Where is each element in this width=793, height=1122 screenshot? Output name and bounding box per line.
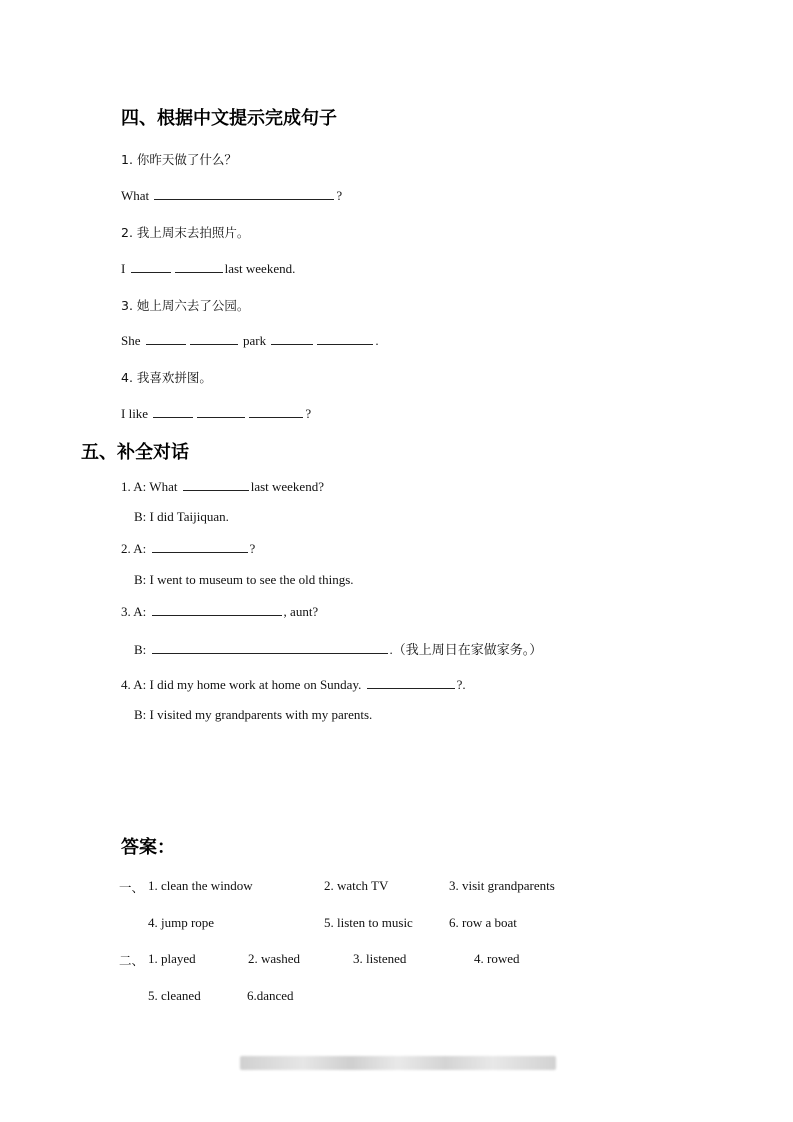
answer-blank[interactable] <box>317 332 373 345</box>
answer-item: 1. clean the window <box>148 878 253 893</box>
answer-blank[interactable] <box>152 641 388 654</box>
answer-item: 5. cleaned <box>148 988 201 1003</box>
answer-blank[interactable] <box>367 676 455 689</box>
q4-2-line: I last weekend. <box>121 261 296 276</box>
dialog-4-a: 4. A: I did my home work at home on Sunday. ?. <box>121 677 466 692</box>
dialog-3-a: 3. A: , aunt? <box>121 604 319 619</box>
answer-item: 4. rowed <box>474 951 520 966</box>
answer-blank[interactable] <box>175 260 223 273</box>
answer-blank[interactable] <box>152 540 248 553</box>
section-4-title: 四、根据中文提示完成句子 <box>121 108 337 129</box>
dialog-1-b: B: I did Taijiquan. <box>134 509 229 524</box>
answer-blank[interactable] <box>249 405 303 418</box>
blurred-footer-watermark <box>240 1056 556 1070</box>
dialog-2-b: B: I went to museum to see the old things. <box>134 572 354 587</box>
answers-row3-label: 二、 <box>119 953 145 968</box>
q4-3-prompt: 3. 她上周六去了公园。 <box>121 298 250 313</box>
section-5-title: 五、补全对话 <box>81 442 189 463</box>
answer-blank[interactable] <box>183 478 249 491</box>
answer-item: 5. listen to music <box>324 915 413 930</box>
answer-item: 4. jump rope <box>148 915 215 930</box>
answer-blank[interactable] <box>131 260 171 273</box>
q4-3-line: She park . <box>121 333 379 348</box>
q4-1-line: What ? <box>121 188 343 203</box>
answer-item: 3. listened <box>353 951 407 966</box>
answers-title: 答案： <box>121 837 175 858</box>
answer-item: 1. played <box>148 951 196 966</box>
dialog-1-a: 1. A: What last weekend? <box>121 479 324 494</box>
q4-1-prompt: 1. 你昨天做了什么？ <box>121 152 237 167</box>
answers-row1-label: 一、 <box>119 880 145 895</box>
q4-2-prompt: 2. 我上周末去拍照片。 <box>121 225 250 240</box>
q4-4-prompt: 4. 我喜欢拼图。 <box>121 370 212 385</box>
answer-item: 6. row a boat <box>449 915 517 930</box>
answer-item: 6.danced <box>247 988 294 1003</box>
dialog-2-a: 2. A: ? <box>121 541 256 556</box>
dialog-4-b: B: I visited my grandparents with my parents. <box>134 707 373 722</box>
answer-blank[interactable] <box>154 187 334 200</box>
answer-blank[interactable] <box>146 332 186 345</box>
answer-blank[interactable] <box>190 332 238 345</box>
answer-blank[interactable] <box>197 405 245 418</box>
answer-blank[interactable] <box>152 603 282 616</box>
answer-blank[interactable] <box>153 405 193 418</box>
answer-item: 2. watch TV <box>324 878 389 893</box>
answer-item: 2. washed <box>248 951 300 966</box>
q4-4-line: I like ? <box>121 406 312 421</box>
answer-item: 3. visit grandparents <box>449 878 555 893</box>
dialog-3-b: B: .（我上周日在家做家务。） <box>134 642 543 657</box>
answer-blank[interactable] <box>271 332 313 345</box>
